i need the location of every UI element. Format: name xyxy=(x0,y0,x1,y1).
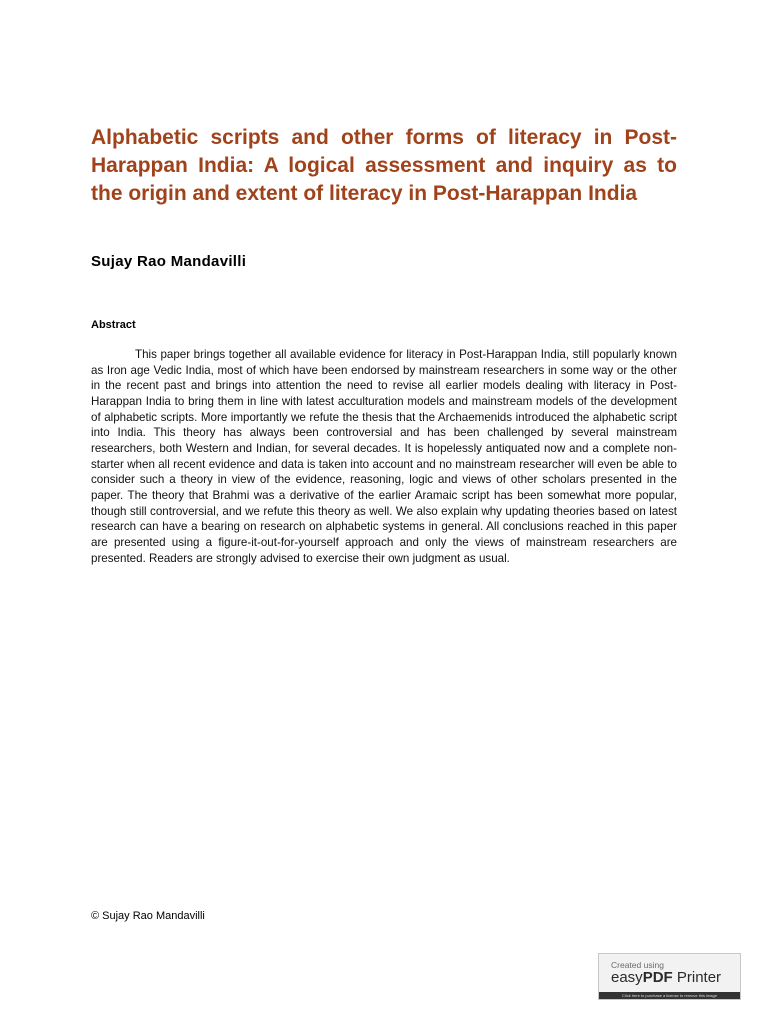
abstract-heading: Abstract xyxy=(91,319,136,331)
paper-title: Alphabetic scripts and other forms of literacy in Post-Harappan India: A logical assessment and inquiry as to the origin and extent of literacy in Post-Harappan India xyxy=(91,126,677,205)
watermark-brand-prefix: easy xyxy=(611,969,643,986)
watermark-brand-bold: PDF xyxy=(642,969,673,986)
watermark-brand xyxy=(611,969,721,986)
abstract-body: This paper brings together all available evidence for literacy in Post-Harappan India, still popularly known as Iron age Vedic India, most of which have been endorsed by mainstream researchers in some way or the other in the recent past and brings into attention the need to revise all earlier models dealing with literacy in Post-Harappan India to bring them in line with latest acculturation models and mainstream models of the development of alphabetic scripts. More importantly we refute the thesis that the Archaemenids introduced the alphabetic script into India. This theory has always been controversial and has been challenged by several mainstream researchers, both Western and Indian, for several decades. It is hopelessly antiquated now and a complete non-starter when all recent evidence and data is taken into account and no mainstream researcher will even be able to consider such a theory in view of the evidence, reasoning, logic and views of other scholars presented in the paper. The theory that Brahmi was a derivative of the earlier Aramaic script has been somewhat more popular, though still controversial, and we refute this theory as well. We also explain why updating theories based on latest research can have a bearing on research on alphabetic systems in general. All conclusions reached in this paper are presented using a figure-it-out-for-yourself approach and only the views of mainstream researchers are presented. Readers are strongly advised to exercise their own judgment as usual. xyxy=(91,348,677,565)
copyright-notice: © Sujay Rao Mandavilli xyxy=(91,910,205,922)
watermark-brand-suffix: Printer xyxy=(672,969,722,986)
watermark-created-using: Created using xyxy=(611,960,664,970)
easypdf-watermark[interactable] xyxy=(598,953,741,1000)
watermark-license-link[interactable]: Click here to purchase a license to remove this image xyxy=(599,992,740,999)
author-name: Sujay Rao Mandavilli xyxy=(91,253,247,270)
